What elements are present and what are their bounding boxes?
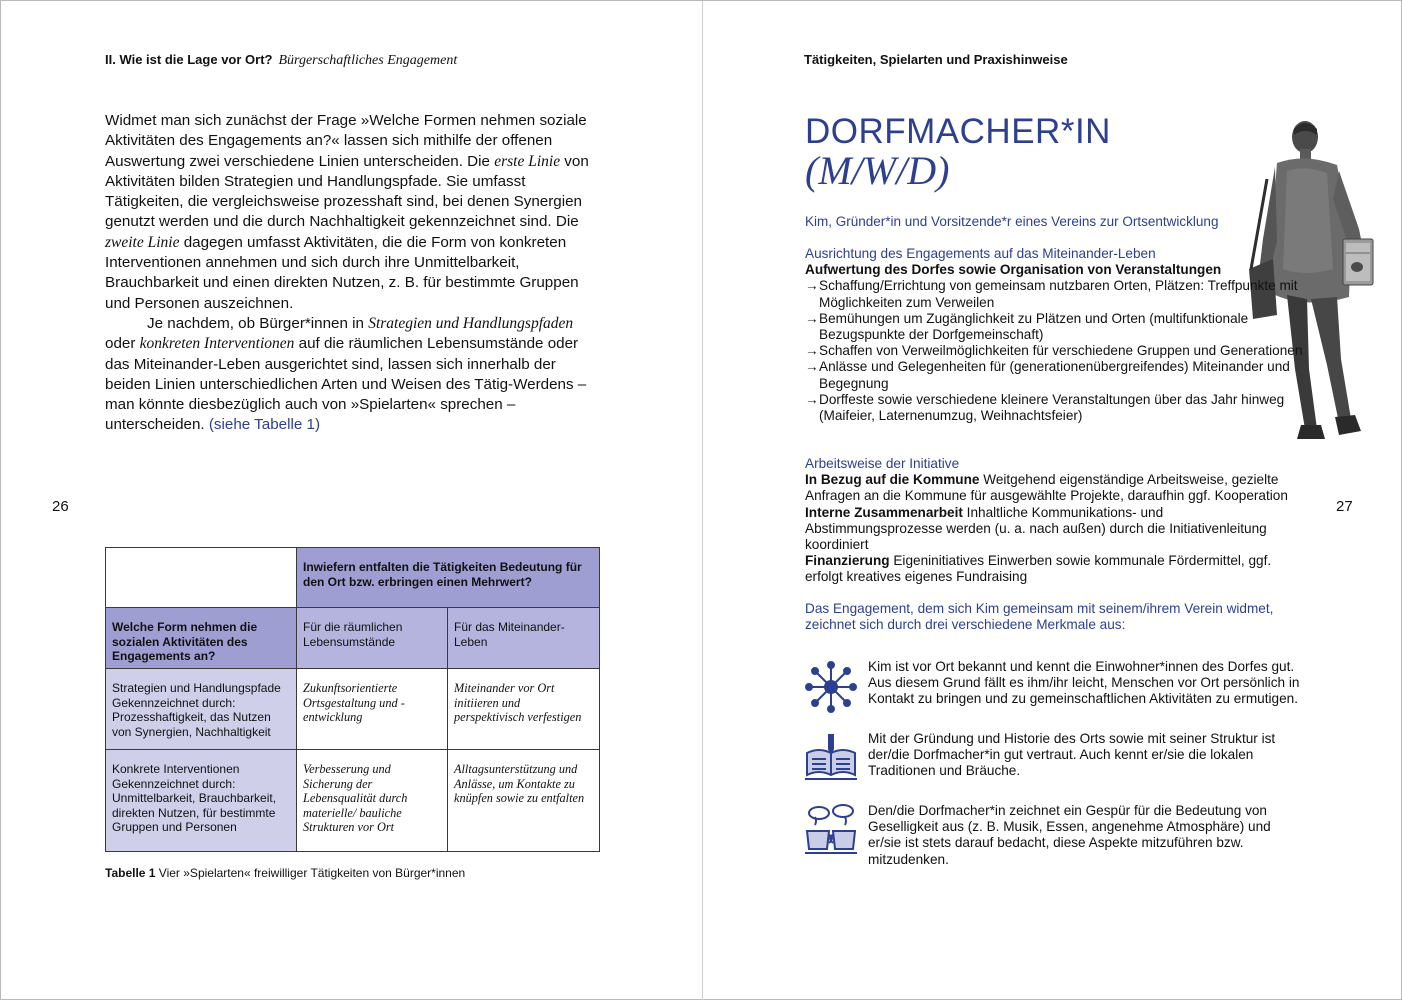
open-book-icon <box>803 731 859 787</box>
table-caption <box>105 866 465 880</box>
table-corner-cell <box>106 548 297 608</box>
arrow-right-icon: → <box>805 391 819 407</box>
paragraph-2-part-3: auf die räumlichen Lebensumstände oder das Miteinander-Leben ausgerichtet sind, lassen sich innerhalb der beiden Linien unterschiedlichen Arten und Weisen des Tätig-Werdens – man könnte diesbezüglich auch von »Spielarten« sprechen – unterscheiden. <box>105 335 587 434</box>
feature-text: Den/die Dorfmacher*in zeichnet ein Gespür für die Bedeutung von Geselligkeit aus (z. B. Musik, Essen, angenehme Atmosphäre) und er/sie ist stets darauf bedacht, diese Aspekte mitzuführen bzw. mitzudenken. <box>868 803 1271 867</box>
features-intro: Das Engagement, dem sich Kim gemeinsam mit seinem/ihrem Verein widmet, zeichnet sich durch drei verschiedene Merkmale aus: <box>805 601 1274 633</box>
feature-text: Mit der Gründung und Historie des Orts sowie mit seiner Struktur ist der/die Dorfmacher*in gut vertraut. Auch kennt er/sie die lokalen Traditionen und Bräuche. <box>868 731 1276 779</box>
table-cell: Alltagsunterstützung und Anlässe, um Kontakte zu knüpfen sowie zu entfalten <box>448 750 600 852</box>
paragraph-1 <box>105 111 605 314</box>
list-item <box>805 278 1305 310</box>
network-icon <box>803 659 859 715</box>
engagement-orientation <box>805 246 1305 424</box>
table-col-raeumlich: Für die räumlichen Lebensumstände <box>297 608 448 669</box>
list-item-text: Anlässe und Gelegenheiten für (generationenübergreifendes) Miteinander und Begegnung <box>819 359 1290 391</box>
orientation-heading: Ausrichtung des Engagements auf das Miteinander-Leben <box>805 246 1156 261</box>
left-page <box>1 1 702 1000</box>
coffee-cups-icon <box>803 803 859 859</box>
caption-text: Vier »Spielarten« freiwilliger Tätigkeiten von Bürger*innen <box>155 866 466 880</box>
initiative-workstyle <box>805 456 1297 586</box>
table-row-header: Welche Form nehmen die sozialen Aktivitäten des Engagements an? <box>106 608 297 669</box>
caption-label: Tabelle 1 <box>105 866 156 880</box>
list-item <box>805 392 1305 424</box>
table-row <box>106 669 600 750</box>
paragraph-1-part-1: Widmet man sich zunächst der Frage »Welche Formen nehmen soziale Aktivitäten des Engagements an?« lassen sich mithilfe der offenen Auswertung zwei verschiedene Linien unterscheiden. Die <box>105 112 587 170</box>
paragraph-2-part-1: Je nachdem, ob Bürger*innen in <box>147 314 369 332</box>
workstyle-key: Finanzierung <box>805 553 890 569</box>
right-page-number: 27 <box>1336 498 1353 515</box>
table-reference-link[interactable]: (siehe Tabelle 1) <box>208 416 321 434</box>
right-running-head: Tätigkeiten, Spielarten und Praxishinweise <box>804 52 1068 67</box>
workstyle-finanzierung <box>805 553 1297 585</box>
list-item-text: Bemühungen um Zugänglichkeit zu Plätzen und Orten (multifunktionale Bezugspunkte der Dorfgemeinschaft) <box>819 310 1249 343</box>
chapter-title: II. Wie ist die Lage vor Ort? <box>105 52 273 67</box>
left-page-number: 26 <box>52 498 69 515</box>
workstyle-intern <box>805 505 1297 554</box>
workstyle-kommune <box>805 472 1297 504</box>
features-list <box>803 659 1303 884</box>
paragraph-1-part-3: dagegen umfasst Aktivitäten, die die Form von konkreten Interventionen annehmen und sich durch ihre Unmittelbarkeit, Brauchbarkeit und einen direkten Nutzen, z. B. für bestimmte Gruppen und Personen auszeichnen. <box>105 233 579 312</box>
paragraph-2 <box>105 314 605 436</box>
list-item-text: Schaffung/Errichtung von gemeinsam nutzbaren Orten, Plätzen: Treffpunkte mit Möglichkeiten zum Verweilen <box>819 278 1298 310</box>
workstyle-heading: Arbeitsweise der Initiative <box>805 456 960 471</box>
table-row <box>106 608 600 669</box>
table-row-strategien: Strategien und Handlungspfade Gekennzeichnet durch: Prozesshaftigkeit, das Nutzen von Synergien, Nachhaltigkeit <box>106 669 297 750</box>
orientation-subheading: Aufwertung des Dorfes sowie Organisation von Veranstaltungen <box>805 262 1222 278</box>
workstyle-key: In Bezug auf die Kommune <box>805 472 980 488</box>
table-row <box>106 548 600 608</box>
profile-subtitle: (M/W/D) <box>805 148 950 193</box>
list-item <box>803 731 1303 787</box>
table-row-interventionen: Konkrete Interventionen Gekennzeichnet durch: Unmittelbarkeit, Brauchbarkeit, direkten Nutzen, für bestimmte Gruppen und Personen <box>106 750 297 852</box>
list-item <box>805 311 1305 343</box>
workstyle-value: Inhaltliche Kommunikations- und Abstimmungsprozesse werden (u. a. nach außen) durch die Initiativenleitung koordiniert <box>805 504 1267 553</box>
person-description: Kim, Gründer*in und Vorsitzende*r eines Vereins zur Ortsentwicklung <box>805 214 1219 229</box>
table-cell: Verbesserung und Sicherung der Lebensqualität durch materielle/ bauliche Strukturen vor Ort <box>297 750 448 852</box>
left-body-text <box>105 111 605 436</box>
emphasis-strategien: Strategien und Handlungspfaden <box>368 314 574 332</box>
list-item <box>803 659 1303 715</box>
left-running-head <box>105 52 457 69</box>
list-item <box>805 343 1305 359</box>
arrow-right-icon: → <box>805 343 819 359</box>
table-col-miteinander: Für das Miteinander-Leben <box>448 608 600 669</box>
section-title: Bürgerschaftliches Engagement <box>278 53 458 68</box>
workstyle-key: Interne Zusammenarbeit <box>805 504 963 520</box>
paragraph-2-part-2: oder <box>105 335 140 353</box>
arrow-right-icon: → <box>805 278 819 294</box>
arrow-right-icon: → <box>805 310 819 326</box>
feature-text: Kim ist vor Ort bekannt und kennt die Einwohner*innen des Dorfes gut. Aus diesem Grund fällt es ihm/ihr leicht, Menschen vor Ort persönlich in Kontakt zu bringen und zu gemeinschaftlichen Aktivitäten zu ermutigen. <box>868 659 1300 707</box>
list-item-text: Dorffeste sowie verschiedene kleinere Veranstaltungen über das Jahr hinweg (Maifeier, Laternenumzug, Weihnachtsfeier) <box>819 391 1285 424</box>
table-column-header: Inwiefern entfalten die Tätigkeiten Bedeutung für den Ort bzw. erbringen einen Mehrwert? <box>297 548 600 608</box>
activities-table <box>105 547 600 852</box>
emphasis-erste-linie: erste Linie <box>494 152 561 170</box>
workstyle-value: Eigeninitiatives Einwerben sowie kommunale Fördermittel, ggf. erfolgt kreatives eigenes Fundraising <box>805 553 1272 585</box>
table-cell: Miteinander vor Ort initiieren und perspektivisch verfestigen <box>448 669 600 750</box>
paragraph-1-part-2: von Aktivitäten bilden Strategien und Handlungspfade. Sie umfasst Tätigkeiten, die vergleichsweise prozesshaft sind, bei denen Synergien genutzt werden und die durch Nachhaltigkeit gekennzeichnet sind. Die <box>105 152 589 231</box>
list-item <box>803 803 1303 868</box>
arrow-right-icon: → <box>805 359 819 375</box>
profile-title: DORFMACHER*IN <box>805 112 1111 151</box>
list-item <box>805 359 1305 391</box>
right-page <box>703 1 1402 1000</box>
workstyle-value: Weitgehend eigenständige Arbeitsweise, gezielte Anfragen an die Kommune für ausgewählte Projekte, daraufhin ggf. Kooperation <box>805 472 1288 504</box>
emphasis-interventionen: konkreten Interventionen <box>139 335 295 353</box>
list-item-text: Schaffen von Verweilmöglichkeiten für verschiedene Gruppen und Generationen <box>819 343 1303 359</box>
table-cell: Zukunftsorientierte Ortsgestaltung und -entwicklung <box>297 669 448 750</box>
table-row <box>106 750 600 852</box>
emphasis-zweite-linie: zweite Linie <box>105 233 180 251</box>
